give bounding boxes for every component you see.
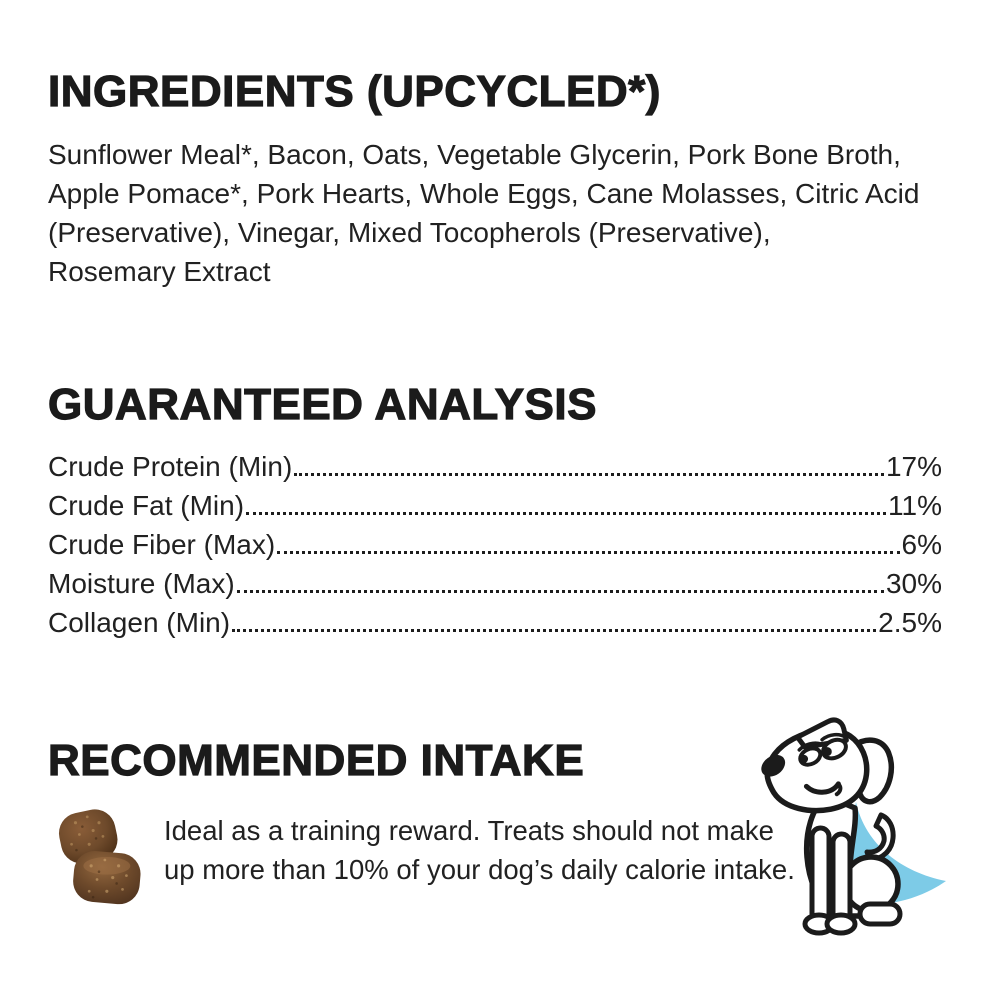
- dot-leader: [232, 629, 876, 632]
- analysis-row-value: 30%: [885, 568, 942, 599]
- intake-line: up more than 10% of your dog’s daily calorie intake.: [164, 854, 795, 885]
- analysis-row-label: Collagen (Min): [48, 607, 231, 638]
- ingredients-heading: INGREDIENTS (UPCYCLED*): [48, 67, 661, 116]
- guaranteed-analysis-heading: GUARANTEED ANALYSIS: [48, 380, 597, 429]
- intake-line: Ideal as a training reward. Treats should not make: [164, 815, 774, 846]
- ingredients-text: [48, 135, 942, 291]
- analysis-row-value: 11%: [888, 490, 942, 521]
- analysis-row-label: Crude Protein (Min): [48, 451, 293, 482]
- treats-image: [50, 805, 148, 914]
- analysis-row-value: 17%: [885, 451, 942, 482]
- intake-text: [164, 811, 795, 889]
- analysis-row: [48, 561, 942, 600]
- dot-leader: [294, 473, 884, 476]
- analysis-row-label: Crude Fiber (Max): [48, 529, 276, 560]
- treat-front: [71, 849, 142, 906]
- treats-illustration: [50, 805, 148, 909]
- analysis-row-label: Crude Fat (Min): [48, 490, 245, 521]
- ingredients-line: Apple Pomace*, Pork Hearts, Whole Eggs, Cane Molasses, Citric Acid: [48, 178, 920, 209]
- dog-cartoon: [760, 710, 955, 945]
- ingredients-line: Rosemary Extract: [48, 256, 271, 287]
- analysis-row-value: 6%: [901, 529, 942, 560]
- recommended-intake-heading: RECOMMENDED INTAKE: [48, 736, 585, 785]
- guaranteed-analysis-section: [48, 380, 942, 639]
- analysis-table: [48, 444, 942, 639]
- dot-leader: [246, 512, 886, 515]
- dog-mascot-illustration: [760, 710, 955, 945]
- ingredients-section: [48, 67, 942, 291]
- analysis-row: [48, 444, 942, 483]
- dot-leader: [237, 590, 884, 593]
- analysis-row: [48, 483, 942, 522]
- analysis-row-value: 2.5%: [878, 607, 942, 638]
- dot-leader: [277, 551, 899, 554]
- ingredients-line: (Preservative), Vinegar, Mixed Tocopherols (Preservative),: [48, 217, 771, 248]
- analysis-row-label: Moisture (Max): [48, 568, 235, 599]
- analysis-row: [48, 522, 942, 561]
- ingredients-line: Sunflower Meal*, Bacon, Oats, Vegetable Glycerin, Pork Bone Broth,: [48, 139, 901, 170]
- analysis-row: [48, 600, 942, 639]
